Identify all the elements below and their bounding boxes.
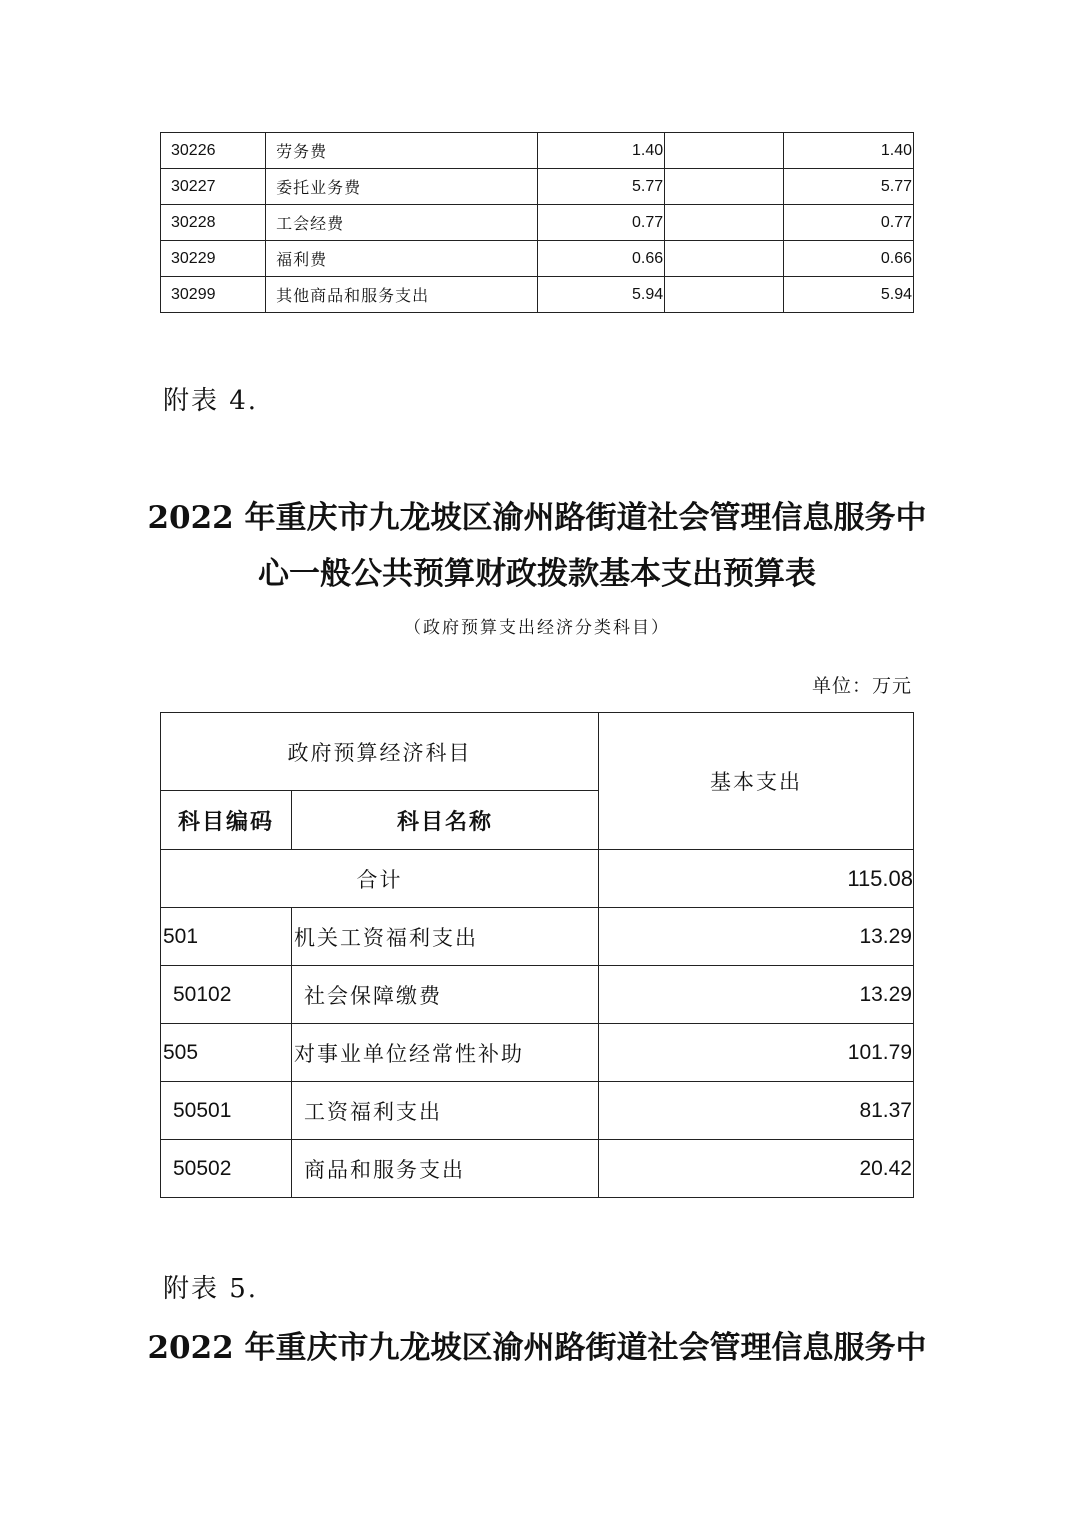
row-code: 50102 bbox=[161, 966, 292, 1024]
table-row bbox=[161, 205, 914, 241]
row-value-empty bbox=[665, 241, 784, 277]
row-name: 社会保障缴费 bbox=[292, 966, 599, 1024]
row-name: 工会经费 bbox=[266, 205, 538, 241]
row-value: 0.77 bbox=[783, 205, 913, 241]
row-code: 30227 bbox=[161, 169, 266, 205]
row-value: 5.94 bbox=[537, 277, 664, 313]
total-label: 合计 bbox=[161, 850, 599, 908]
row-value-empty bbox=[665, 277, 784, 313]
unit-label: 单位：万元 bbox=[811, 675, 912, 697]
appendix-4-title-line-1: 2022 年重庆市九龙坡区渝州路街道社会管理信息服务中 bbox=[147, 500, 927, 536]
row-value: 5.77 bbox=[537, 169, 664, 205]
table-row bbox=[161, 169, 914, 205]
header-code: 科目编码 bbox=[161, 791, 292, 850]
table-row bbox=[161, 241, 914, 277]
row-value: 20.42 bbox=[599, 1140, 914, 1198]
row-value: 81.37 bbox=[599, 1082, 914, 1140]
row-value: 0.77 bbox=[537, 205, 664, 241]
total-value: 115.08 bbox=[599, 850, 914, 908]
row-name: 福利费 bbox=[266, 241, 538, 277]
row-code: 505 bbox=[161, 1024, 292, 1082]
table-row bbox=[161, 277, 914, 313]
row-value: 13.29 bbox=[599, 966, 914, 1024]
header-group: 政府预算经济科目 bbox=[161, 713, 599, 791]
row-value: 1.40 bbox=[537, 133, 664, 169]
table-row bbox=[161, 1024, 914, 1082]
appendix-5-label: 附表 5. bbox=[163, 1274, 259, 1304]
appendix-4-title-line-2: 心一般公共预算财政拨款基本支出预算表 bbox=[258, 556, 816, 592]
row-value: 0.66 bbox=[783, 241, 913, 277]
table-row bbox=[161, 1140, 914, 1198]
row-code: 30229 bbox=[161, 241, 266, 277]
expense-table-continued bbox=[160, 132, 914, 313]
table-row bbox=[161, 908, 914, 966]
row-code: 501 bbox=[161, 908, 292, 966]
row-value: 13.29 bbox=[599, 908, 914, 966]
table-row bbox=[161, 133, 914, 169]
row-value-empty bbox=[665, 169, 784, 205]
row-code: 50501 bbox=[161, 1082, 292, 1140]
row-value: 101.79 bbox=[599, 1024, 914, 1082]
total-row bbox=[161, 850, 914, 908]
row-name: 委托业务费 bbox=[266, 169, 538, 205]
appendix-4-label: 附表 4. bbox=[163, 386, 259, 416]
row-name: 工资福利支出 bbox=[292, 1082, 599, 1140]
row-name: 劳务费 bbox=[266, 133, 538, 169]
row-code: 30228 bbox=[161, 205, 266, 241]
row-code: 50502 bbox=[161, 1140, 292, 1198]
basic-expenditure-table bbox=[160, 712, 914, 1198]
row-value-empty bbox=[665, 205, 784, 241]
row-value: 0.66 bbox=[537, 241, 664, 277]
row-code: 30226 bbox=[161, 133, 266, 169]
row-value: 5.94 bbox=[783, 277, 913, 313]
row-name: 商品和服务支出 bbox=[292, 1140, 599, 1198]
row-value-empty bbox=[665, 133, 784, 169]
appendix-5-title-line-1: 2022 年重庆市九龙坡区渝州路街道社会管理信息服务中 bbox=[147, 1330, 927, 1366]
table-row bbox=[161, 1082, 914, 1140]
row-value: 1.40 bbox=[783, 133, 913, 169]
header-name: 科目名称 bbox=[292, 791, 599, 850]
row-name: 其他商品和服务支出 bbox=[266, 277, 538, 313]
row-value: 5.77 bbox=[783, 169, 913, 205]
row-code: 30299 bbox=[161, 277, 266, 313]
appendix-4-subtitle: （政府预算支出经济分类科目） bbox=[404, 618, 670, 638]
row-name: 对事业单位经常性补助 bbox=[292, 1024, 599, 1082]
row-name: 机关工资福利支出 bbox=[292, 908, 599, 966]
header-basic-expenditure: 基本支出 bbox=[599, 713, 914, 850]
table-row bbox=[161, 966, 914, 1024]
